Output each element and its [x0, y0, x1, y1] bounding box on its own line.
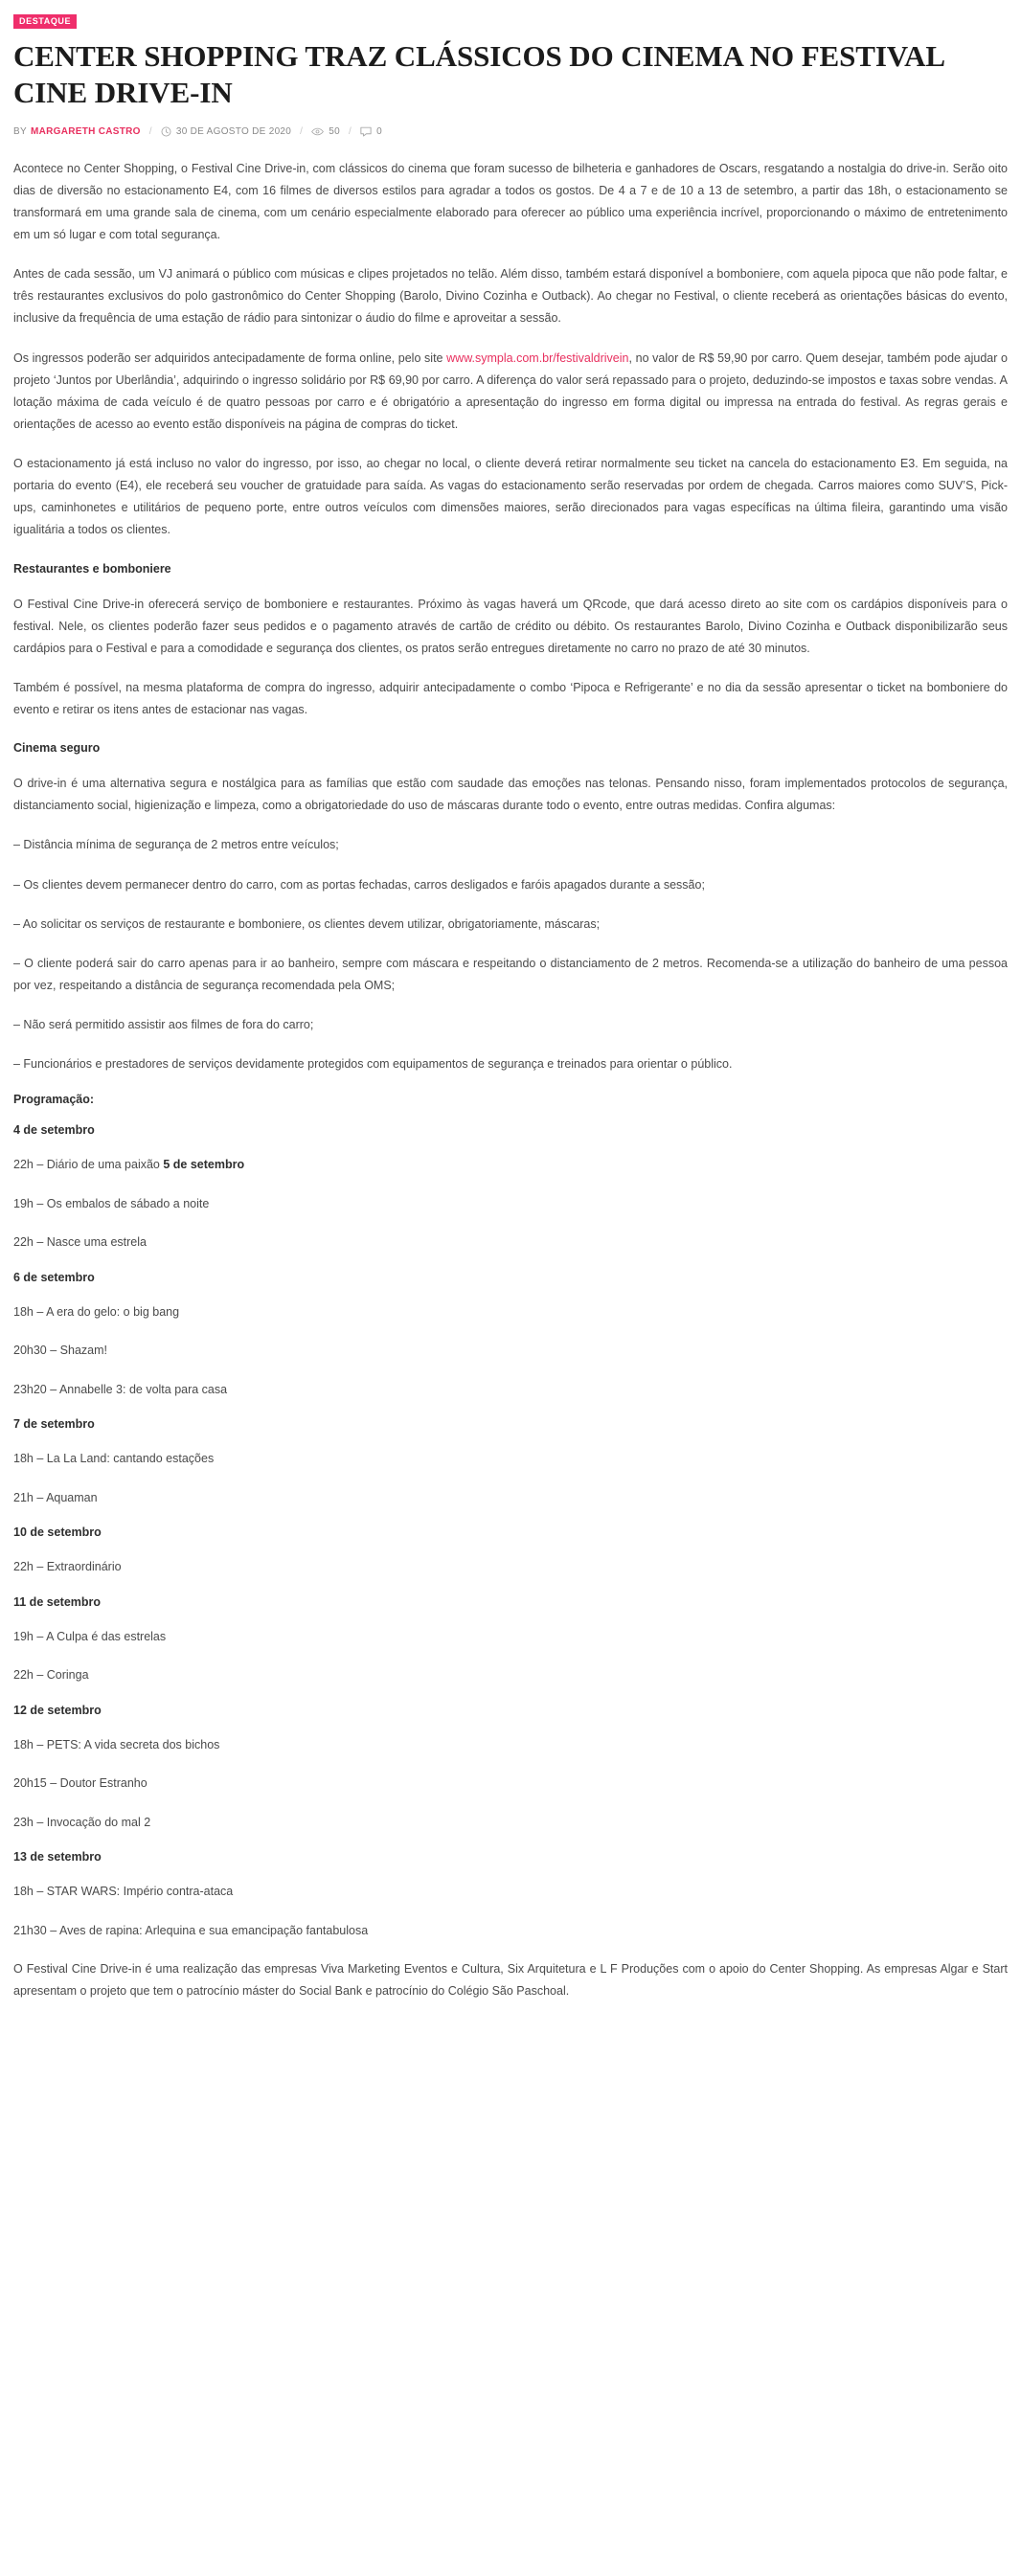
article-meta [13, 126, 1008, 137]
paragraph-tickets [13, 348, 1008, 437]
schedule-slot: 18h – A era do gelo: o big bang [13, 1304, 180, 1319]
schedule-day: 6 de setembro [13, 1270, 95, 1284]
paragraph-closing: O Festival Cine Drive-in é uma realização das empresas Viva Marketing Eventos e Cultura, Six Arquitetura e L F Produções com o apoio do Center Shopping. As empresas Algar e Start apresentam o projeto que tem o patrocínio máster do Social Bank e patrocínio do Colégio São Paschoal. [13, 1962, 1008, 1999]
page-title: CENTER SHOPPING TRAZ CLÁSSICOS DO CINEMA NO FESTIVAL CINE DRIVE-IN [13, 39, 944, 109]
heading-cinema-seguro: Cinema seguro [13, 741, 101, 756]
tickets-text-before: Os ingressos poderão ser adquiridos antecipadamente de forma online, pelo site [13, 350, 447, 365]
list-item: – Os clientes devem permanecer dentro do carro, com as portas fechadas, carros desligados e faróis apagados durante a sessão; [13, 877, 705, 892]
badge-row [13, 11, 1008, 29]
paragraph-intro-1: Acontece no Center Shopping, o Festival Cine Drive-in, com clássicos do cinema que foram sucesso de bilheteria e ganhadores de Oscars, resgatando a nostalgia do drive-in. Serão oito dias de diversão no estacionamento E4, com 16 filmes de diversos estilos para agradar a todos os gostos. De 4 a 7 e de 10 a 13 de setembro, a partir das 18h, o estacionamento se transformará em uma grande sala de cinema, com um cenário especialmente elaborado para oferecer ao público uma experiência incrível, proporcionando o máximo de entretenimento em um só lugar e com total segurança. [13, 161, 1008, 241]
schedule-slot: 22h – Nasce uma estrela [13, 1235, 147, 1250]
sympla-link[interactable]: www.sympla.com.br/festivaldrivein [446, 350, 629, 365]
status-badge[interactable]: DESTAQUE [13, 14, 77, 29]
paragraph-parking: O estacionamento já está incluso no valor do ingresso, por isso, ao chegar no local, o cliente deverá retirar normalmente seu ticket na cancela do estacionamento E3. Em seguida, na portaria do evento (E4), ele receberá seu voucher de gratuidade para saída. As vagas do estacionamento serão reservadas por ordem de chegada. Carros maiores como SUV’S, Pick-ups, caminhonetes e utilitários de pequeno porte, entre outros veículos com dimensões maiores, serão direcionados para vagas específicas na última fileira, garantindo uma visão igualitária a todos os clientes. [13, 457, 1008, 537]
slot-text: 22h – Diário de uma paixão [13, 1158, 164, 1172]
schedule-label: Programação: [13, 1093, 95, 1107]
paragraph-cinema-seguro-intro: O drive-in é uma alternativa segura e nostálgica para as famílias que estão com saudade das emoções nas telonas. Pensando nisso, foram implementados protocolos de segurança, distanciamento social, higienização e limpeza, como a obrigatoriedade do uso de máscaras durante todo o evento, entre outras medidas. Confira algumas: [13, 777, 1008, 813]
list-item: – Distância mínima de segurança de 2 metros entre veículos; [13, 838, 339, 852]
schedule-day: 7 de setembro [13, 1417, 95, 1432]
schedule-slot: 18h – PETS: A vida secreta dos bichos [13, 1737, 220, 1751]
author-link[interactable]: MARGARETH CASTRO [30, 125, 141, 137]
meta-divider-3: / [349, 125, 352, 137]
schedule-slot: 21h30 – Aves de rapina: Arlequina e sua emancipação fantabulosa [13, 1923, 369, 1937]
slot-next-day: 5 de setembro [163, 1158, 245, 1172]
schedule-slot: 18h – STAR WARS: Império contra-ataca [13, 1885, 234, 1899]
paragraph-restaurantes-1: O Festival Cine Drive-in oferecerá serviço de bomboniere e restaurantes. Próximo às vagas haverá um QRcode, que dará acesso direto ao site com os cardápios disponíveis para o festival. Nele, os clientes poderão fazer seus pedidos e o pagamento através de cartão de crédito ou débito. Os restaurantes Barolo, Divino Cozinha e Outback disponibilizarão seus cardápios para o Festival e para a comodidade e segurança dos clientes, os pratos serão entregues diretamente no carro no prazo de até 30 minutos. [13, 597, 1008, 655]
schedule-slot: 23h – Invocação do mal 2 [13, 1815, 151, 1829]
schedule-day: 13 de setembro [13, 1850, 102, 1864]
tickets-text-after: , no valor de R$ 59,90 por carro. Quem desejar, também pode ajudar o projeto ‘Juntos por Uberlândia’, adquirindo o ingresso solidário por R$ 69,90 por carro. A diferença do valor será repassado para o projeto, deduzindo-se impostos e taxas sobre vendas. A lotação máxima de cada veículo é de quatro pessoas por carro e é obrigatório a apresentação do ingresso em forma digital ou impressa na entrada do festival. As regras gerais e orientações de acesso ao evento estão disponíveis na página de compras do ticket. [13, 350, 1008, 431]
paragraph-restaurantes-2: Também é possível, na mesma plataforma de compra do ingresso, adquirir antecipadamente o combo ‘Pipoca e Refrigerante’ e no dia da sessão apresentar o ticket na bomboniere do evento e retirar os itens antes de estacionar nas vagas. [13, 680, 1008, 716]
clock-icon [161, 126, 171, 137]
schedule-slot [13, 1154, 1008, 1176]
meta-divider: / [148, 125, 152, 137]
list-item: – O cliente poderá sair do carro apenas para ir ao banheiro, sempre com máscara e respeitando o distanciamento de 2 metros. Recomenda-se a utilização do banheiro de uma pessoa por vez, respeitando a distância de segurança recomendada pela OMS; [13, 956, 1008, 992]
schedule-slot: 22h – Coringa [13, 1668, 89, 1683]
publish-date [161, 126, 291, 137]
schedule-slot: 22h – Extraordinário [13, 1560, 122, 1574]
paragraph-intro-2: Antes de cada sessão, um VJ animará o público com músicas e clipes projetados no telão. Além disso, também estará disponível a bomboniere, com aquela pipoca que não pode faltar, e três restaurantes exclusivos do polo gastronômico do Center Shopping (Barolo, Divino Cozinha e Outback). Ao chegar no Festival, o cliente receberá as orientações básicas do evento, inclusive da frequência de uma estação de rádio para sintonizar o áudio do filme e aproveitar a sessão. [13, 267, 1008, 326]
byline-label: BY [13, 125, 27, 137]
eye-icon [311, 126, 324, 137]
schedule-slot: 19h – Os embalos de sábado a noite [13, 1196, 210, 1210]
schedule-slot: 20h15 – Doutor Estranho [13, 1776, 147, 1791]
comment-count[interactable] [360, 126, 382, 137]
schedule-slot: 20h30 – Shazam! [13, 1344, 107, 1358]
schedule-day: 4 de setembro [13, 1123, 95, 1138]
schedule-day: 11 de setembro [13, 1594, 102, 1609]
schedule-slot: 19h – A Culpa é das estrelas [13, 1629, 167, 1643]
comment-count-text: 0 [376, 125, 382, 137]
comment-icon [360, 126, 372, 137]
schedule-slot: 21h – Aquaman [13, 1490, 98, 1504]
schedule-day: 12 de setembro [13, 1703, 102, 1717]
view-count-text: 50 [329, 125, 340, 137]
heading-restaurantes: Restaurantes e bomboniere [13, 561, 171, 576]
schedule-slot: 18h – La La Land: cantando estações [13, 1452, 215, 1466]
list-item: – Funcionários e prestadores de serviços devidamente protegidos com equipamentos de segurança e treinados para orientar o público. [13, 1057, 733, 1072]
publish-date-text: 30 DE AGOSTO DE 2020 [175, 125, 292, 137]
meta-divider-2: / [300, 125, 304, 137]
schedule-slot: 23h20 – Annabelle 3: de volta para casa [13, 1382, 228, 1396]
list-item: – Não será permitido assistir aos filmes de fora do carro; [13, 1018, 314, 1031]
view-count [311, 126, 340, 137]
schedule-day: 10 de setembro [13, 1525, 102, 1540]
list-item: – Ao solicitar os serviços de restaurante e bomboniere, os clientes devem utilizar, obrigatoriamente, máscaras; [13, 916, 601, 931]
safety-list [13, 834, 1008, 1075]
schedule-list [13, 1123, 1008, 1941]
